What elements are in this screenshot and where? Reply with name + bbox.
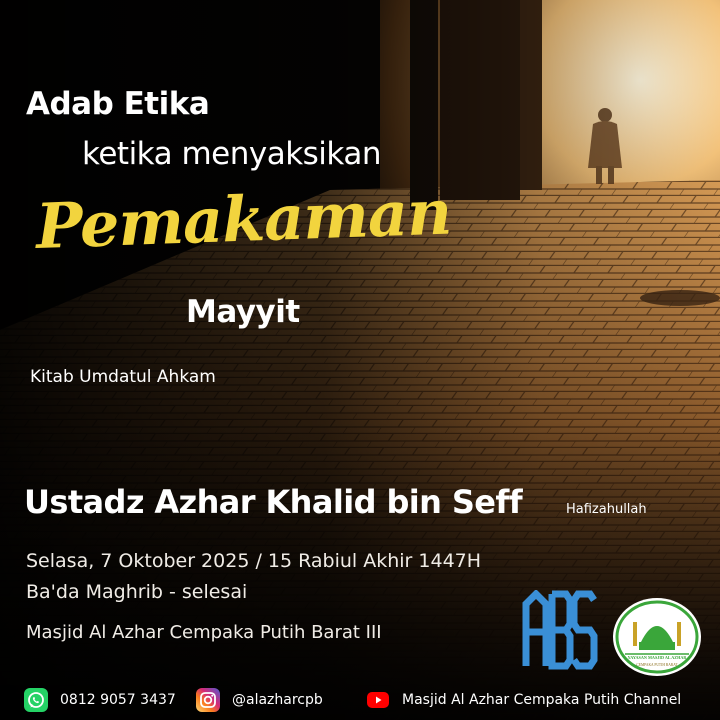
event-venue: Masjid Al Azhar Cempaka Putih Barat III (26, 622, 382, 643)
title-line-2: ketika menyaksikan (82, 136, 381, 172)
mosque-logo-subtext: CEMPAKA PUTIH BARAT (636, 663, 678, 667)
title-line-4: Mayyit (186, 294, 300, 330)
abs-logo (520, 590, 600, 670)
youtube-contact[interactable] (366, 688, 681, 712)
whatsapp-icon (24, 688, 48, 712)
instagram-handle: @alazharcpb (232, 692, 323, 708)
title-line-1: Adab Etika (26, 86, 210, 122)
title-highlight: Pemakaman (34, 175, 453, 263)
whatsapp-contact[interactable] (24, 688, 176, 712)
kitab-name: Kitab Umdatul Ahkam (30, 367, 216, 387)
instagram-icon (196, 688, 220, 712)
mosque-logo-text: YAYASAN MASJID AL AZHAR (627, 655, 687, 660)
instagram-contact[interactable] (196, 688, 323, 712)
youtube-channel: Masjid Al Azhar Cempaka Putih Channel (402, 692, 682, 708)
mosque-logo (611, 596, 703, 678)
speaker-honorific: Hafizahullah (566, 502, 647, 517)
event-time: Ba'da Maghrib - selesai (26, 581, 248, 603)
speaker-name: Ustadz Azhar Khalid bin Seff (24, 483, 523, 521)
whatsapp-number: 0812 9057 3437 (60, 692, 176, 708)
youtube-icon (366, 688, 390, 712)
event-date: Selasa, 7 Oktober 2025 / 15 Rabiul Akhir 1447H (26, 550, 482, 572)
contact-footer (0, 680, 720, 720)
